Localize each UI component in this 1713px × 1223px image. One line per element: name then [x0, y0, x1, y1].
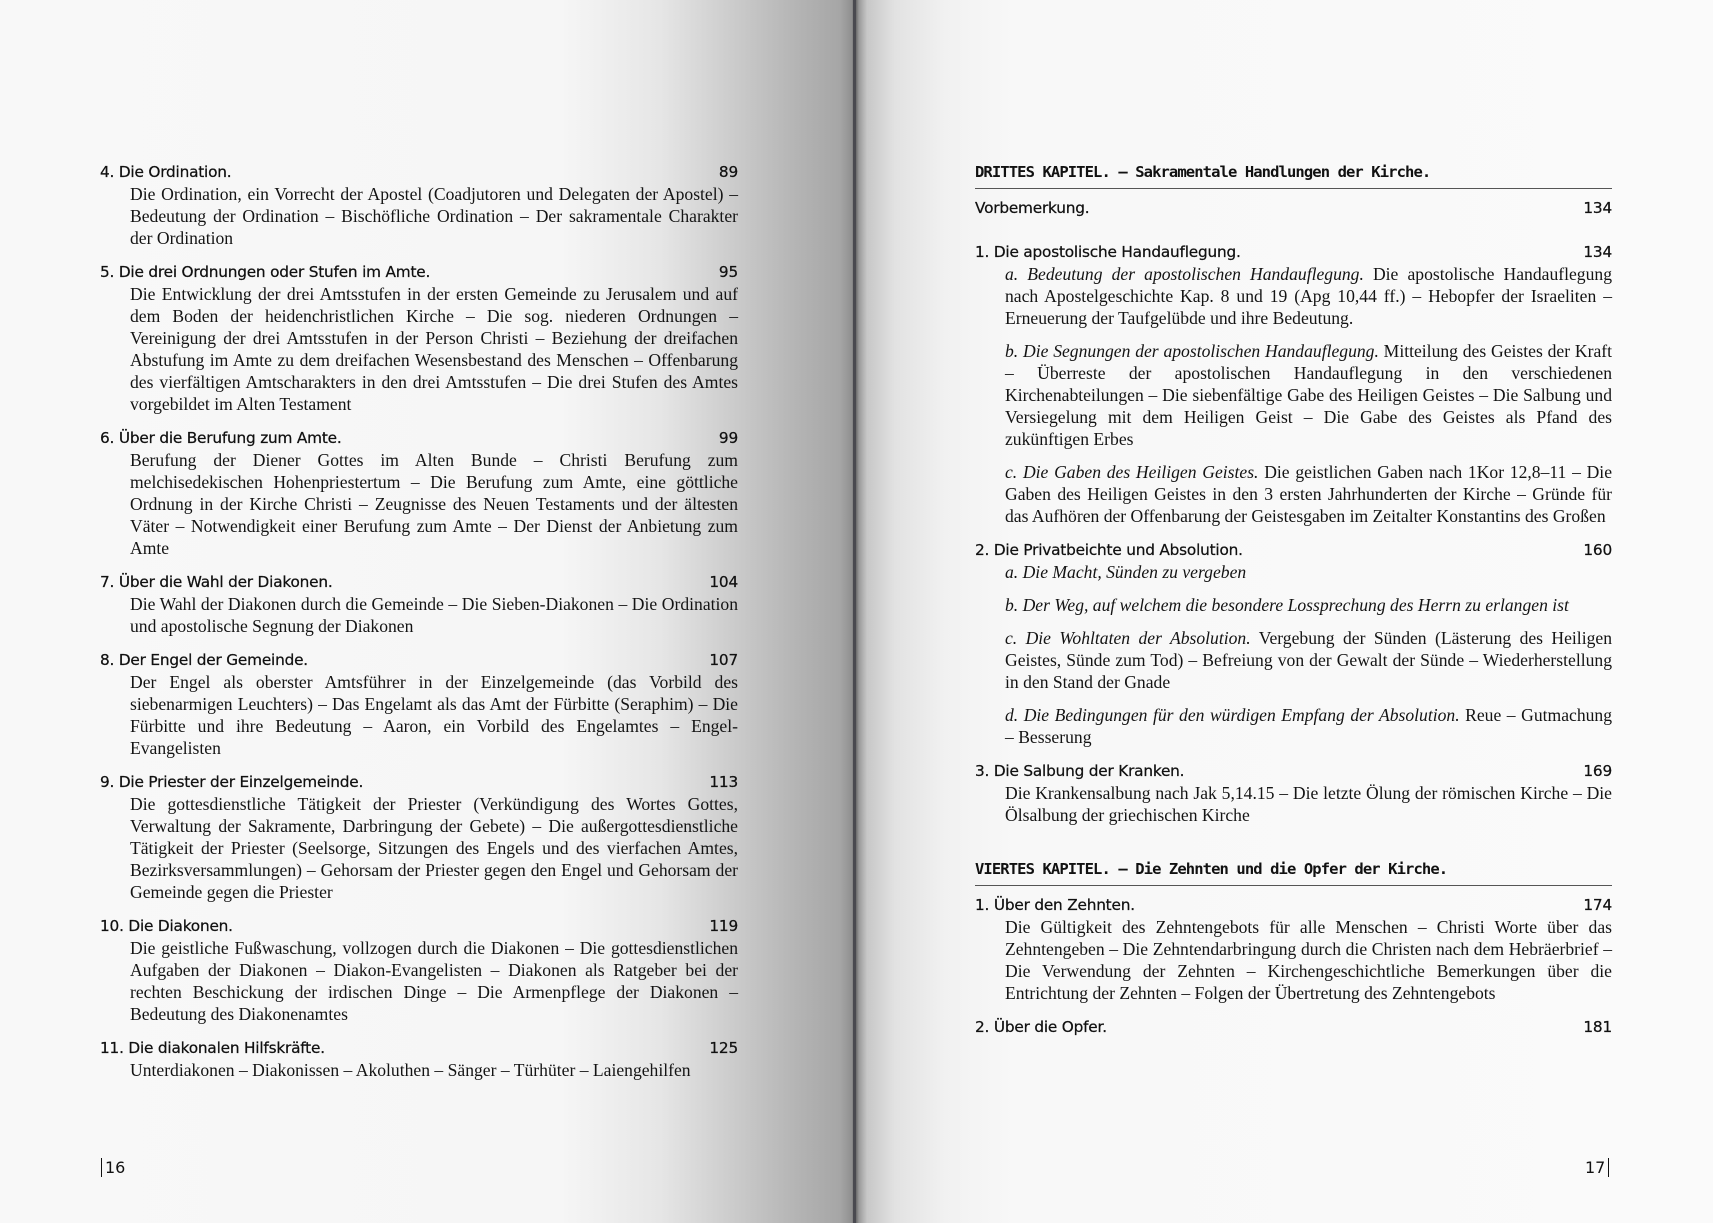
toc-entry-title: 7. Über die Wahl der Diakonen.	[100, 573, 333, 591]
toc-entry	[975, 894, 1612, 1004]
chapter-heading: VIERTES KAPITEL. – Die Zehnten und die Opfer der Kirche.	[975, 858, 1612, 886]
toc-entry	[975, 1016, 1612, 1038]
subentry-title: c. Die Gaben des Heiligen Geistes.	[1005, 462, 1259, 482]
toc-entry-heading	[100, 649, 738, 671]
toc-entry-title: 6. Über die Berufung zum Amte.	[100, 429, 342, 447]
toc-entry-summary: Die gottesdienstliche Tätigkeit der Priester (Verkündigung des Wortes Gottes, Verwaltung der Sakramente, Darbringung der Gebete) – Die außergottesdienstliche Tätigkeit der Priester (Seelsorge, Sitzungen des Engels und des vierfachen Amtes, Bezirksversammlungen) – Gehorsam der Priester gegen den Engel und Gehorsam der Gemeinde gegen die Priester	[130, 794, 738, 902]
toc-entry	[100, 1037, 738, 1081]
toc-entry-page: 181	[1583, 1018, 1612, 1036]
toc-entry-heading	[100, 261, 738, 283]
toc-subentry	[1005, 561, 1612, 583]
toc-entry-title: Vorbemerkung.	[975, 199, 1090, 217]
toc-entry-heading	[975, 241, 1612, 263]
toc-entry	[100, 161, 738, 249]
book-gutter	[853, 0, 856, 1223]
toc-entry-title: 2. Über die Opfer.	[975, 1018, 1107, 1036]
left-toc-column	[100, 161, 738, 1093]
toc-entry	[100, 427, 738, 559]
toc-entry-page: 107	[709, 651, 738, 669]
chapter-heading: DRITTES KAPITEL. – Sakramentale Handlungen der Kirche.	[975, 161, 1612, 189]
subentry-text: Die Krankensalbung nach Jak 5,14.15 – Die letzte Ölung der römischen Kirche – Die Ölsalbung der griechischen Kirche	[1005, 783, 1612, 825]
toc-entry-page: 160	[1583, 541, 1612, 559]
toc-entry-title: 9. Die Priester der Einzelgemeinde.	[100, 773, 364, 791]
toc-entry-title: 1. Die apostolische Handauflegung.	[975, 243, 1241, 261]
right-toc-column	[975, 161, 1612, 1050]
toc-entry-heading	[100, 771, 738, 793]
toc-subentry	[1005, 594, 1612, 616]
toc-entry-page: 89	[718, 163, 738, 181]
toc-entry-title: 10. Die Diakonen.	[100, 917, 233, 935]
toc-entry-title: 11. Die diakonalen Hilfskräfte.	[100, 1039, 325, 1057]
subentry-text: Die geistlichen Gaben nach 1Kor 12,8–11 – Die Gaben des Heiligen Geistes in den 3 ersten Jahrhunderten der Kirche – Gründe für das Aufhören der Offenbarung der Geistesgaben im Zeitalter Konstantins des Großen	[1005, 462, 1613, 526]
toc-entry-heading	[100, 571, 738, 593]
toc-entry-heading	[100, 1037, 738, 1059]
subentry-text: Die apostolische Handauflegung nach Apostelgeschichte Kap. 8 und 19 (Apg 10,44 ff.) – Hebopfer der Israeliten – Erneuerung der Taufgelübde und ihre Bedeutung.	[1005, 264, 1612, 328]
toc-entry	[975, 760, 1612, 826]
toc-entry-heading	[975, 1016, 1612, 1038]
toc-entry	[975, 539, 1612, 748]
toc-entry-heading	[975, 197, 1612, 219]
toc-entry-summary	[975, 263, 1612, 527]
toc-subentry	[1005, 916, 1612, 1004]
toc-entry-summary: Berufung der Diener Gottes im Alten Bunde – Christi Berufung zum melchisedekischen Hohenpriestertum – Die Berufung zum Amte, eine göttliche Ordnung in der Kirche Christi – Zeugnisse des Neuen Testaments und der ältesten Väter – Notwendigkeit einer Berufung zum Amte – Der Dienst der Anbietung zum Amte	[130, 450, 738, 558]
toc-entry-summary: Die Ordination, ein Vorrecht der Apostel (Coadjutoren und Delegaten der Apostel) – Bedeutung der Ordination – Bischöfliche Ordination – Der sakramentale Charakter der Ordination	[130, 184, 738, 248]
toc-entry	[100, 771, 738, 903]
subentry-text: Reue – Gutmachung – Besserung	[1005, 705, 1613, 747]
subentry-title: b. Der Weg, auf welchem die besondere Lossprechung des Herrn zu erlangen ist	[1005, 595, 1569, 615]
page-number-left: 16	[101, 1158, 125, 1177]
toc-entry	[100, 649, 738, 759]
toc-subentry	[1005, 263, 1612, 329]
toc-subentry	[1005, 704, 1612, 748]
toc-entry-title: 4. Die Ordination.	[100, 163, 232, 181]
toc-entry	[975, 241, 1612, 527]
toc-entry-heading	[100, 427, 738, 449]
toc-entry-page: 113	[709, 773, 738, 791]
subentry-text: Vergebung der Sünden (Lästerung des Heiligen Geistes, Sünde zum Tod) – Befreiung von der Gewalt der Sünde – Wiederherstellung in den Stand der Gnade	[1005, 628, 1612, 692]
toc-entry-page: 169	[1583, 762, 1612, 780]
toc-subentry	[1005, 340, 1612, 450]
toc-entry-page: 125	[709, 1039, 738, 1057]
subentry-title: d. Die Bedingungen für den würdigen Empfang der Absolution.	[1005, 705, 1460, 725]
toc-entry-summary: Die geistliche Fußwaschung, vollzogen durch die Diakonen – Die gottesdienstlichen Aufgaben der Diakonen – Diakon-Evangelisten – Diakonen als Ratgeber bei der rechten Beschickung der irdischen Dinge – Die Armenpflege der Diakonen – Bedeutung des Diakonenamtes	[130, 938, 738, 1024]
toc-entry-title: 8. Der Engel der Gemeinde.	[100, 651, 308, 669]
toc-entry-title: 3. Die Salbung der Kranken.	[975, 762, 1185, 780]
toc-entry-heading	[975, 539, 1612, 561]
toc-entry-page: 95	[718, 263, 738, 281]
toc-entry-summary	[975, 916, 1612, 1004]
toc-entry-summary: Die Wahl der Diakonen durch die Gemeinde – Die Sieben-Diakonen – Die Ordination und apostolische Segnung der Diakonen	[130, 594, 738, 636]
subentry-title: b. Die Segnungen der apostolischen Handauflegung.	[1005, 341, 1379, 361]
toc-entry	[100, 261, 738, 415]
subentry-text: Mitteilung des Geistes der Kraft – Überreste der apostolischen Handauflegung in den verschiedenen Kirchenabteilungen – Die siebenfältige Gabe des Heiligen Geistes – Die Salbung und Versiegelung mit dem Heiligen Geist – Die Gabe des Geistes als Pfand des zukünftigen Erbes	[1005, 341, 1612, 449]
toc-entry-heading	[100, 915, 738, 937]
toc-entry	[100, 571, 738, 637]
toc-entry-title: 1. Über den Zehnten.	[975, 896, 1135, 914]
toc-entry-summary: Unterdiakonen – Diakonissen – Akoluthen – Sänger – Türhüter – Laiengehilfen	[130, 1060, 691, 1080]
toc-subentry	[1005, 461, 1612, 527]
toc-entry-heading	[975, 894, 1612, 916]
toc-entry-title: 2. Die Privatbeichte und Absolution.	[975, 541, 1243, 559]
toc-entry-summary: Die Entwicklung der drei Amtsstufen in der ersten Gemeinde zu Jerusalem und auf dem Boden der heidenchristlichen Kirche – Die sog. niederen Ordnungen – Vereinigung der drei Amtsstufen in der Person Christi – Beziehung der dreifachen Abstufung im Amte zu dem dreifachen Wesensbestand des Menschen – Offenbarung des vierfältigen Amtscharakters in den drei Amtsstufen – Die drei Stufen des Amtes vorgebildet im Alten Testament	[130, 284, 738, 414]
toc-subentry	[1005, 782, 1612, 826]
spacer	[975, 838, 1612, 858]
toc-entry	[975, 197, 1612, 219]
toc-entry-page: 174	[1583, 896, 1612, 914]
toc-entry-page: 134	[1583, 199, 1612, 217]
toc-entry-heading	[975, 760, 1612, 782]
toc-entry-summary: Der Engel als oberster Amtsführer in der Einzelgemeinde (das Vorbild des siebenarmigen Leuchters) – Das Engelamt als das Amt der Fürbitte (Seraphim) – Die Fürbitte und ihre Bedeutung – Aaron, ein Vorbild des Engelamtes – Engel-Evangelisten	[130, 672, 738, 758]
toc-entry-summary	[975, 561, 1612, 748]
toc-entry	[100, 915, 738, 1025]
subentry-text: Die Gültigkeit des Zehntengebots für alle Menschen – Christi Worte über das Zehntengeben – Die Zehntendarbringung durch die Christen nach dem Hebräerbrief – Die Verwendung der Zehnten – Kirchengeschichtliche Bemerkungen über die Entrichtung der Zehnten – Folgen der Übertretung des Zehntengebots	[1005, 917, 1612, 1003]
page-number-right: 17	[1585, 1158, 1609, 1177]
toc-entry-heading	[100, 161, 738, 183]
subentry-title: a. Die Macht, Sünden zu vergeben	[1005, 562, 1247, 582]
subentry-title: c. Die Wohltaten der Absolution.	[1005, 628, 1251, 648]
subentry-title: a. Bedeutung der apostolischen Handauflegung.	[1005, 264, 1364, 284]
toc-entry-page: 104	[709, 573, 738, 591]
toc-entry-summary	[975, 782, 1612, 826]
toc-entry-title: 5. Die drei Ordnungen oder Stufen im Amte.	[100, 263, 431, 281]
toc-subentry	[1005, 627, 1612, 693]
toc-entry-page: 99	[718, 429, 738, 447]
toc-entry-page: 119	[709, 917, 738, 935]
toc-entry-page: 134	[1583, 243, 1612, 261]
